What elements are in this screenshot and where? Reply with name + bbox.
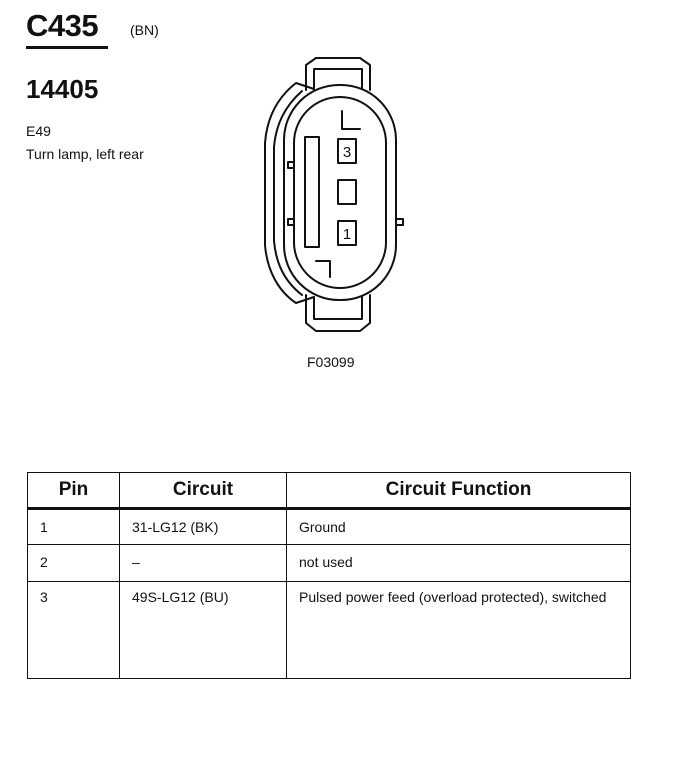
table-row [28,509,631,545]
pin-cell: 3 [28,582,120,679]
circuit-cell: 31-LG12 (BK) [120,509,287,545]
function-cell: not used [287,545,631,582]
table-row [28,545,631,582]
part-number: 14405 [26,74,99,104]
location-code: E49 [26,123,51,139]
circuit-cell: 49S-LG12 (BU) [120,582,287,679]
function-cell: Pulsed power feed (overload protected), switched [287,582,631,679]
connector-description: Turn lamp, left rear [26,146,144,162]
table-row [28,582,631,679]
connector-face-diagram [250,55,410,340]
function-cell: Ground [287,509,631,545]
cavity-2 [338,180,356,204]
header-pin: Pin [28,473,120,509]
cavity-label-3: 3 [342,144,352,161]
pin-cell: 1 [28,509,120,545]
key-bar [305,137,319,247]
header-circuit: Circuit [120,473,287,509]
insert-key-top [342,111,360,129]
right-side-tab [396,219,403,225]
connector-color: (BN) [130,22,159,38]
pin-cell: 2 [28,545,120,582]
table-header-row [28,473,631,509]
code-underline [26,46,108,49]
connector-housing-inner [294,97,386,288]
circuit-cell: – [120,545,287,582]
header-circuit-function: Circuit Function [287,473,631,509]
pinout-table [27,472,631,679]
cavity-label-1: 1 [342,226,352,243]
insert-key-bottom [316,261,330,277]
connector-code: C435 [26,8,99,43]
figure-id: F03099 [307,354,355,370]
